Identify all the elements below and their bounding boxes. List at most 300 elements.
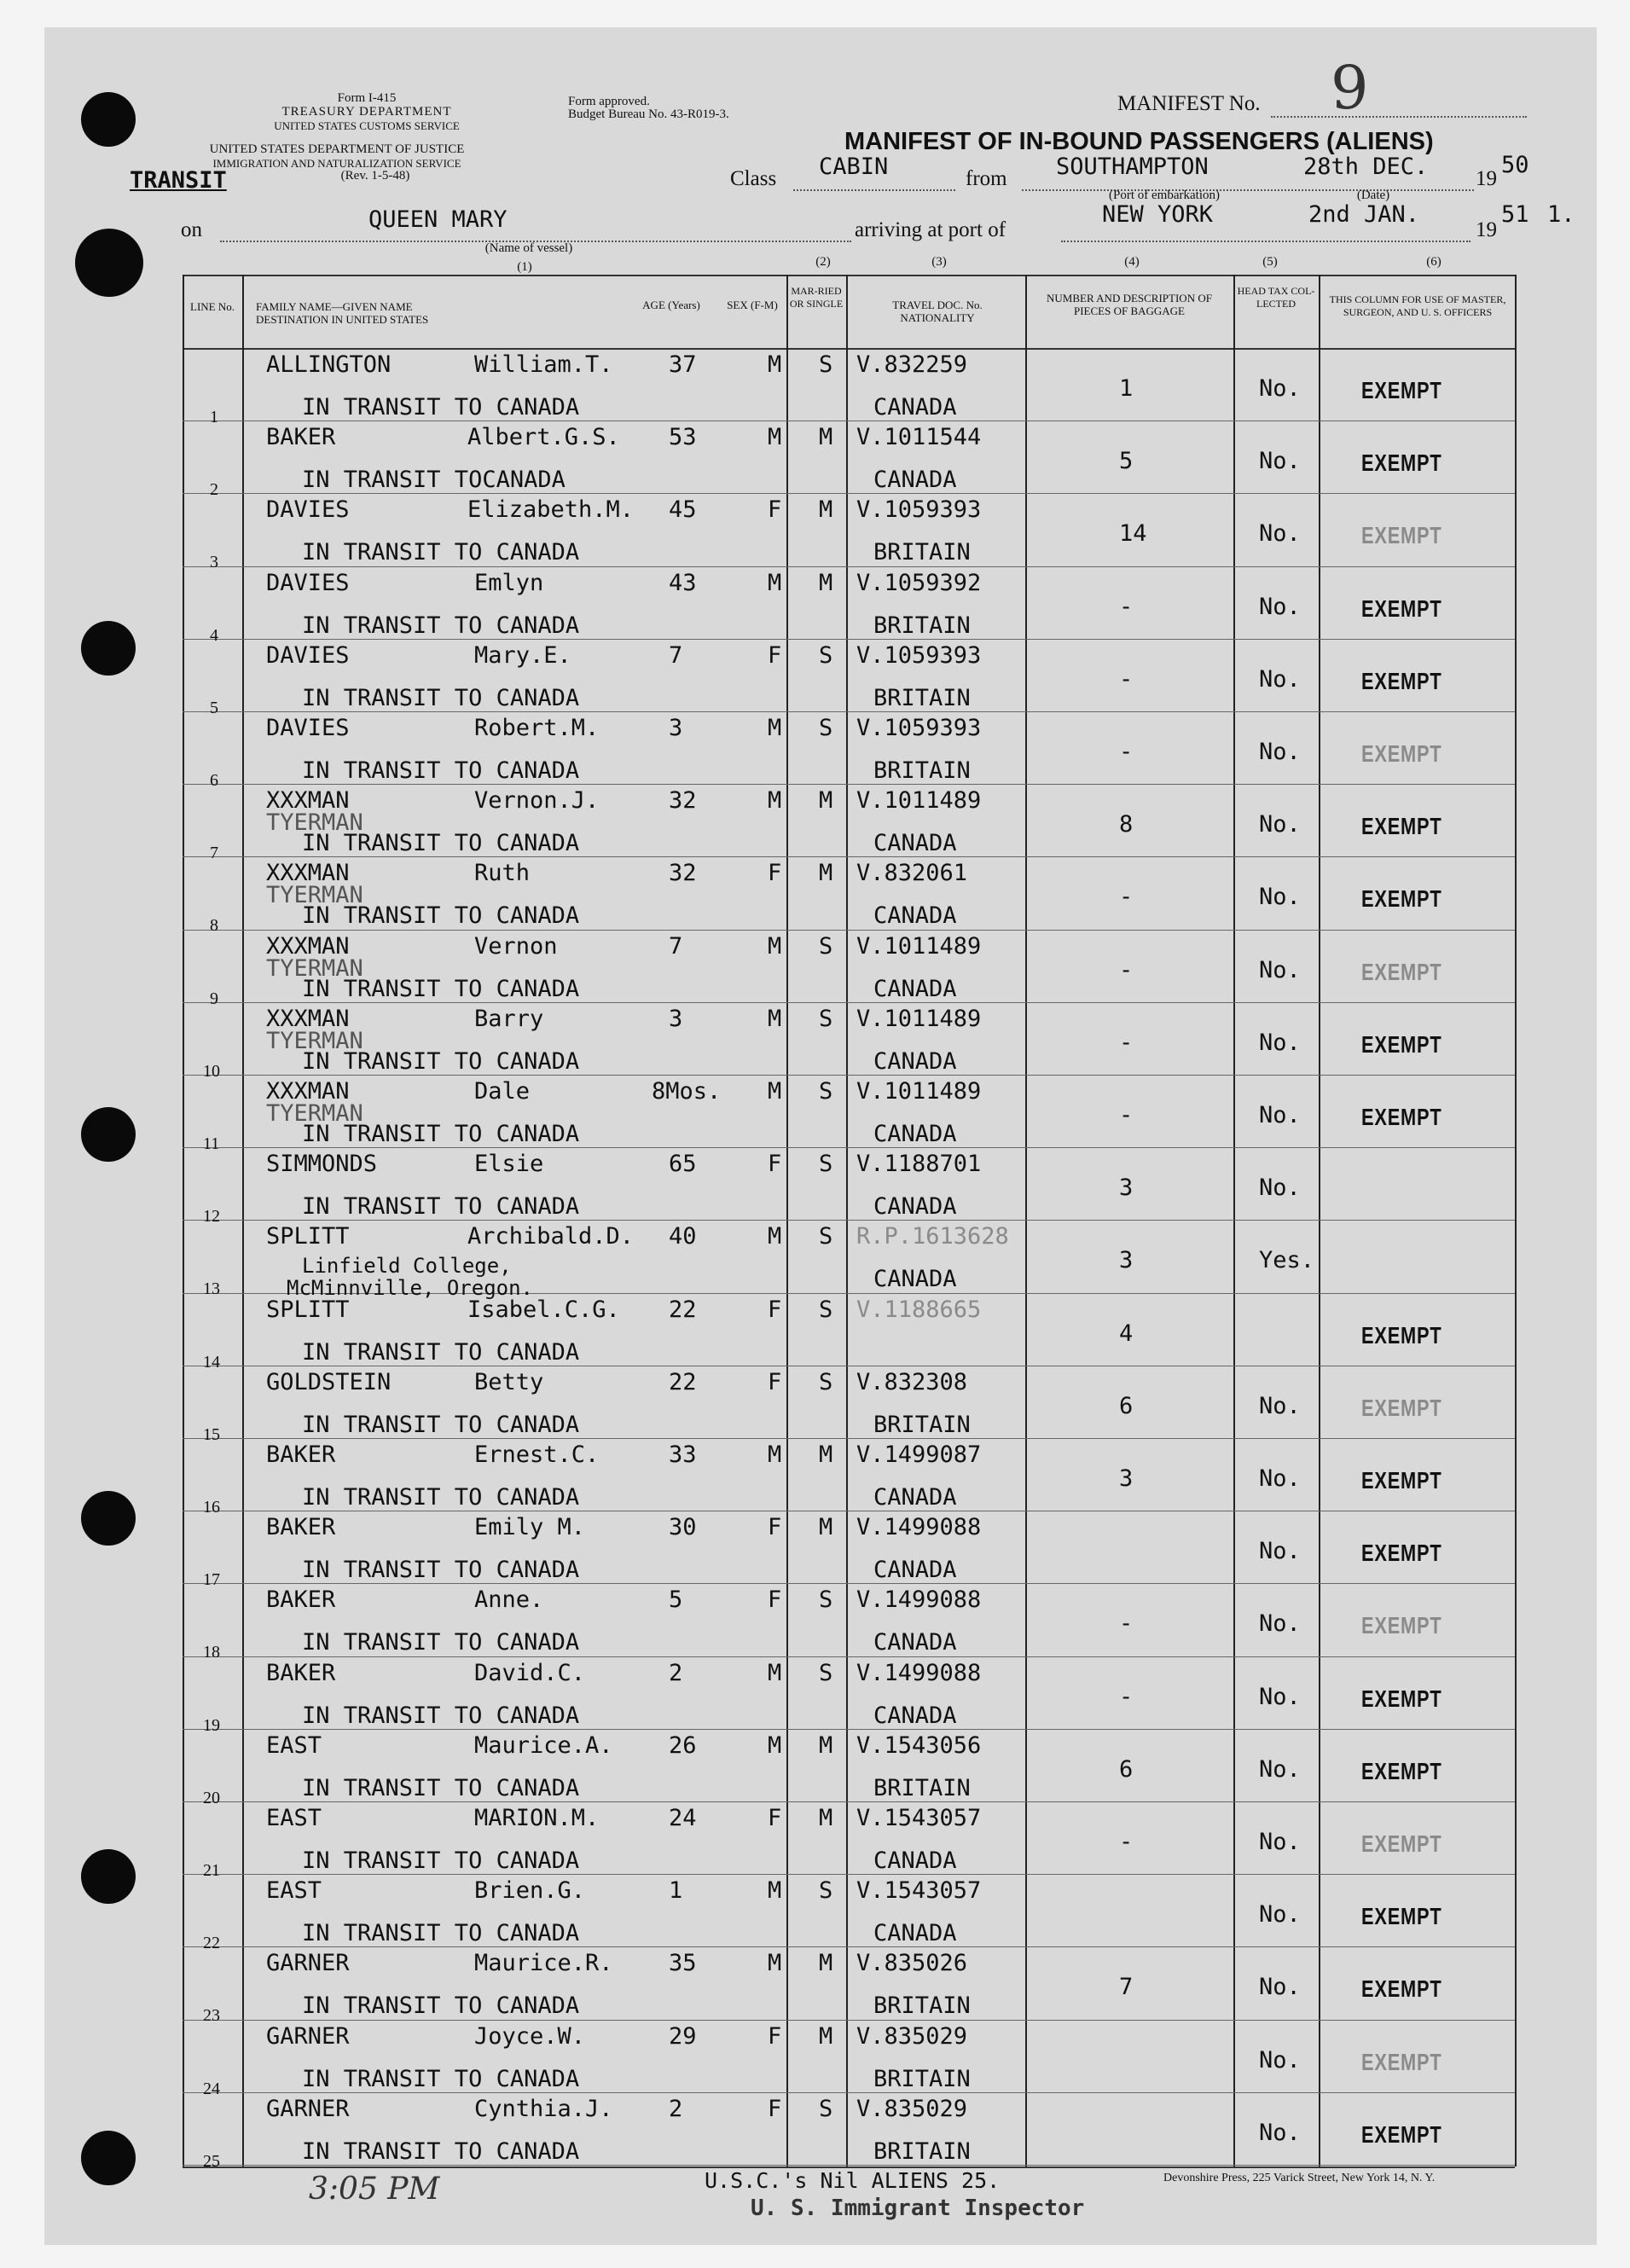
head-tax: No. (1259, 520, 1301, 547)
travel-doc-no: V.835029 (856, 2096, 968, 2122)
nationality: BRITAIN (873, 757, 971, 784)
family-name: DAVIES (266, 496, 350, 523)
row-separator (183, 566, 1515, 567)
row-separator (183, 1075, 1515, 1076)
sex: M (768, 424, 782, 450)
col-num-1: (1) (517, 260, 532, 274)
row-separator (183, 784, 1515, 785)
dept-justice: UNITED STATES DEPARTMENT OF JUSTICE (209, 142, 465, 156)
age: 22 (669, 1296, 697, 1323)
travel-doc-no: V.1059392 (856, 570, 982, 596)
sex: M (768, 1223, 782, 1250)
marital-status: S (819, 715, 833, 741)
sex: M (768, 933, 782, 960)
officer-stamp: EXEMPT (1361, 1395, 1442, 1421)
given-name: William.T. (474, 351, 613, 378)
destination: IN TRANSIT TO CANADA (302, 539, 580, 566)
family-name: EAST (266, 1877, 322, 1904)
nationality: CANADA (873, 1193, 957, 1220)
given-name: Ernest.C. (474, 1441, 600, 1468)
embark-port: SOUTHAMPTON (1056, 154, 1209, 180)
destination: IN TRANSIT TO CANADA (302, 2138, 580, 2165)
destination: IN TRANSIT TO CANADA (302, 830, 580, 856)
row-separator (183, 1946, 1515, 1947)
age: 7 (669, 933, 683, 960)
travel-doc-no: V.1499088 (856, 1660, 982, 1686)
officer-stamp: EXEMPT (1361, 813, 1442, 839)
surname-correction: TYERMAN (266, 809, 363, 836)
officer-stamp: EXEMPT (1361, 1612, 1442, 1639)
marital-status: M (819, 1514, 833, 1540)
family-name: XXXMAN (266, 787, 350, 814)
family-name: ALLINGTON (266, 351, 392, 378)
header-line-no: LINE No. (190, 300, 235, 313)
head-tax: No. (1259, 1393, 1301, 1419)
given-name: Cynthia.J. (474, 2096, 613, 2122)
family-name: BAKER (266, 1660, 336, 1686)
marital-status: S (819, 1151, 833, 1177)
nationality: CANADA (873, 1266, 957, 1292)
baggage-count: - (1119, 1829, 1134, 1855)
sex: F (768, 1296, 782, 1323)
travel-doc-no: V.1188701 (856, 1151, 982, 1177)
sex: M (768, 351, 782, 378)
col-num-2: (2) (815, 255, 831, 269)
age: 1 (669, 1877, 683, 1904)
officer-stamp: EXEMPT (1361, 595, 1442, 622)
officer-stamp: EXEMPT (1361, 885, 1442, 912)
col-num-5: (5) (1262, 255, 1278, 269)
form-revision: (Rev. 1-5-48) (340, 169, 410, 183)
family-name: BAKER (266, 1441, 336, 1468)
family-name: XXXMAN (266, 1078, 350, 1105)
nationality: CANADA (873, 902, 957, 929)
arrival-year-note: 1. (1547, 201, 1575, 228)
destination: IN TRANSIT TO CANADA (302, 1920, 580, 1946)
age: 24 (669, 1805, 697, 1831)
arrival-date: 2nd JAN. (1308, 201, 1420, 228)
header-age: AGE (Years) (642, 299, 700, 311)
nationality: CANADA (873, 830, 957, 856)
given-name: Vernon.J. (474, 787, 600, 814)
marital-status: M (819, 787, 833, 814)
head-tax: No. (1259, 448, 1301, 474)
header-sex: SEX (F-M) (727, 299, 778, 311)
baggage-count: 3 (1119, 1465, 1134, 1492)
nationality: CANADA (873, 1121, 957, 1147)
given-name: David.C. (474, 1660, 586, 1686)
age: 35 (669, 1950, 697, 1976)
age: 2 (669, 2096, 683, 2122)
line-number: 24 (203, 2079, 220, 2098)
given-name: Ruth (474, 860, 531, 886)
travel-doc-no: V.832259 (856, 351, 968, 378)
travel-doc-no: V.1499088 (856, 1586, 982, 1613)
destination: IN TRANSIT TO CANADA (302, 2066, 580, 2092)
manifest-title: MANIFEST OF IN-BOUND PASSENGERS (ALIENS) (844, 128, 1434, 155)
budget-bureau: Budget Bureau No. 43-R019-3. (568, 107, 729, 121)
header-officers: THIS COLUMN FOR USE OF MASTER, SURGEON, AND U. S. OFFICERS (1329, 293, 1506, 318)
age: 8Mos. (652, 1078, 722, 1105)
marital-status: S (819, 2096, 833, 2122)
header-married: MAR-RIED OR SINGLE (789, 285, 844, 310)
baggage-count: 14 (1119, 520, 1147, 547)
given-name: Emily M. (474, 1514, 586, 1540)
age: 65 (669, 1151, 697, 1177)
sex: M (768, 1006, 782, 1032)
travel-doc-no: V.1011489 (856, 787, 982, 814)
marital-status: S (819, 642, 833, 669)
nationality: CANADA (873, 394, 957, 421)
travel-doc-no: V.1059393 (856, 642, 982, 669)
destination: IN TRANSIT TO CANADA (302, 1629, 580, 1656)
nationality: BRITAIN (873, 1775, 971, 1801)
sex: F (768, 496, 782, 523)
punch-hole (81, 1107, 136, 1162)
destination-line2: McMinnville, Oregon. (287, 1276, 533, 1300)
officer-stamp: EXEMPT (1361, 1975, 1442, 2002)
line-number: 6 (210, 771, 218, 790)
marital-status: S (819, 1369, 833, 1395)
line-number: 15 (203, 1425, 220, 1444)
travel-doc-no: V.832308 (856, 1369, 968, 1395)
arriving-label: arriving at port of (855, 218, 1006, 241)
destination: Linfield College, (302, 1254, 512, 1278)
travel-doc-no: V.1059393 (856, 715, 982, 741)
sex: M (768, 1660, 782, 1686)
nationality: CANADA (873, 1702, 957, 1729)
destination: IN TRANSIT TO CANADA (302, 1121, 580, 1147)
travel-doc-no: V.1188665 (856, 1296, 982, 1323)
officer-stamp: EXEMPT (1361, 522, 1442, 548)
given-name: Isabel.C.G. (467, 1296, 620, 1323)
surname-correction: TYERMAN (266, 1028, 363, 1054)
travel-doc-no: V.1543057 (856, 1877, 982, 1904)
travel-doc-no: V.1543057 (856, 1805, 982, 1831)
line-number: 16 (203, 1498, 220, 1517)
row-separator (183, 711, 1515, 712)
marital-status: M (819, 2023, 833, 2050)
marital-status: S (819, 351, 833, 378)
row-separator (183, 2165, 1515, 2166)
embark-note: (Port of embarkation) (1109, 189, 1220, 202)
given-name: Maurice.R. (474, 1950, 613, 1976)
head-tax: No. (1259, 1610, 1301, 1637)
transit-label: TRANSIT (130, 167, 227, 194)
line-number: 9 (210, 989, 218, 1008)
age: 22 (669, 1369, 697, 1395)
uscs-summary: U.S.C.'s Nil ALIENS 25. (705, 2168, 1001, 2193)
line-number: 12 (203, 1207, 220, 1226)
sex: M (768, 1078, 782, 1105)
marital-status: S (819, 1296, 833, 1323)
line-number: 17 (203, 1570, 220, 1589)
given-name: Vernon (474, 933, 558, 960)
form-approved: Form approved. (568, 95, 650, 108)
row-separator (183, 1220, 1515, 1221)
head-tax: No. (1259, 1465, 1301, 1492)
age: 5 (669, 1586, 683, 1613)
family-name: BAKER (266, 424, 336, 450)
travel-doc-no: V.1011489 (856, 1006, 982, 1032)
officer-stamp: EXEMPT (1361, 1031, 1442, 1058)
given-name: Brien.G. (474, 1877, 586, 1904)
family-name: XXXMAN (266, 933, 350, 960)
marital-status: S (819, 933, 833, 960)
officer-stamp: EXEMPT (1361, 1322, 1442, 1349)
officer-stamp: EXEMPT (1361, 2049, 1442, 2075)
travel-doc-no: R.P.1613628 (856, 1223, 1009, 1250)
sex: M (768, 1732, 782, 1759)
marital-status: M (819, 496, 833, 523)
nationality: CANADA (873, 1629, 957, 1656)
head-tax: No. (1259, 1901, 1301, 1928)
officer-stamp: EXEMPT (1361, 1540, 1442, 1566)
header-name: FAMILY NAME—GIVEN NAME DESTINATION IN UNITED STATES (256, 300, 429, 326)
family-name: GARNER (266, 2023, 350, 2050)
header-baggage: NUMBER AND DESCRIPTION OF PIECES OF BAGGAGE (1047, 292, 1212, 317)
family-name: SPLITT (266, 1223, 350, 1250)
form-number: Form I-415 (337, 91, 397, 105)
family-name: GARNER (266, 2096, 350, 2122)
sex: F (768, 1369, 782, 1395)
vessel-note: (Name of vessel) (484, 241, 573, 255)
vessel-name: QUEEN MARY (368, 206, 508, 233)
punch-hole (81, 1491, 136, 1546)
head-tax: No. (1259, 1538, 1301, 1564)
baggage-count: - (1119, 957, 1134, 983)
marital-status: S (819, 1660, 833, 1686)
officer-stamp: EXEMPT (1361, 959, 1442, 985)
given-name: Elsie (474, 1151, 544, 1177)
family-name: GARNER (266, 1950, 350, 1976)
family-name: SPLITT (266, 1296, 350, 1323)
sex: M (768, 787, 782, 814)
family-name: SIMMONDS (266, 1151, 378, 1177)
nationality: BRITAIN (873, 612, 971, 639)
sex: F (768, 1514, 782, 1540)
family-name: DAVIES (266, 715, 350, 741)
baggage-count: - (1119, 1610, 1134, 1637)
age: 7 (669, 642, 683, 669)
sex: F (768, 2023, 782, 2050)
row-separator (183, 493, 1515, 494)
line-number: 3 (210, 553, 218, 571)
col-num-4: (4) (1124, 255, 1140, 269)
line-number: 25 (203, 2152, 220, 2171)
row-separator (183, 1656, 1515, 1657)
head-tax: No. (1259, 1030, 1301, 1056)
destination: IN TRANSIT TO CANADA (302, 1847, 580, 1874)
marital-status: M (819, 1732, 833, 1759)
age: 29 (669, 2023, 697, 2050)
given-name: Barry (474, 1006, 544, 1032)
given-name: Dale (474, 1078, 531, 1105)
destination: IN TRANSIT TO CANADA (302, 1992, 580, 2019)
head-tax: No. (1259, 811, 1301, 838)
destination: IN TRANSIT TOCANADA (302, 467, 566, 493)
col-num-6: (6) (1426, 255, 1441, 269)
officer-stamp: EXEMPT (1361, 450, 1442, 476)
officer-stamp: EXEMPT (1361, 1830, 1442, 1857)
embark-date: 28th DEC. (1303, 154, 1429, 180)
family-name: EAST (266, 1805, 322, 1831)
destination: IN TRANSIT TO CANADA (302, 1484, 580, 1511)
head-tax: No. (1259, 375, 1301, 402)
nationality: CANADA (873, 1847, 957, 1874)
destination: IN TRANSIT TO CANADA (302, 1412, 580, 1438)
given-name: Robert.M. (474, 715, 600, 741)
sex: F (768, 2096, 782, 2122)
line-number: 2 (210, 480, 218, 499)
officer-stamp: EXEMPT (1361, 1467, 1442, 1494)
head-tax: No. (1259, 666, 1301, 693)
officer-stamp: EXEMPT (1361, 377, 1442, 403)
age: 32 (669, 860, 697, 886)
surname-correction: TYERMAN (266, 1100, 363, 1127)
from-label: from (966, 167, 1007, 190)
row-separator (183, 2020, 1515, 2021)
nationality: CANADA (873, 1920, 957, 1946)
officer-stamp: EXEMPT (1361, 740, 1442, 767)
baggage-count: 6 (1119, 1756, 1134, 1783)
officer-stamp: EXEMPT (1361, 2121, 1442, 2148)
travel-doc-no: V.1499087 (856, 1441, 982, 1468)
marital-status: S (819, 1586, 833, 1613)
age: 3 (669, 715, 683, 741)
line-number: 7 (210, 844, 218, 862)
marital-status: M (819, 424, 833, 450)
family-name: GOLDSTEIN (266, 1369, 392, 1395)
given-name: Albert.G.S. (467, 424, 620, 450)
line-number: 20 (203, 1789, 220, 1807)
marital-status: S (819, 1223, 833, 1250)
travel-doc-no: V.1011489 (856, 933, 982, 960)
marital-status: M (819, 1441, 833, 1468)
destination: IN TRANSIT TO CANADA (302, 757, 580, 784)
punch-hole (81, 2131, 136, 2185)
line-number: 22 (203, 1934, 220, 1952)
col-num-3: (3) (931, 255, 947, 269)
row-separator (183, 930, 1515, 931)
baggage-count: - (1119, 884, 1134, 910)
marital-status: M (819, 1805, 833, 1831)
marital-status: S (819, 1006, 833, 1032)
nationality: CANADA (873, 1048, 957, 1075)
date-note: (Date) (1356, 189, 1390, 202)
travel-doc-no: V.835029 (856, 2023, 968, 2050)
destination: IN TRANSIT TO CANADA (302, 394, 580, 421)
marital-status: M (819, 860, 833, 886)
arrival-year: 51 (1501, 201, 1529, 228)
punch-hole (81, 621, 136, 676)
line-number: 4 (210, 626, 218, 645)
class-label: Class (730, 167, 777, 190)
destination: IN TRANSIT TO CANADA (302, 1557, 580, 1583)
travel-doc-no: V.1543056 (856, 1732, 982, 1759)
marital-status: M (819, 570, 833, 596)
given-name: Mary.E. (474, 642, 571, 669)
manifest-label: MANIFEST No. (1117, 92, 1261, 115)
punch-hole (81, 1849, 136, 1904)
sex: M (768, 570, 782, 596)
line-number: 11 (203, 1134, 220, 1153)
sex: F (768, 860, 782, 886)
nationality: BRITAIN (873, 539, 971, 566)
head-tax: No. (1259, 957, 1301, 983)
head-tax: No. (1259, 1102, 1301, 1128)
baggage-count: - (1119, 1684, 1134, 1710)
age: 2 (669, 1660, 683, 1686)
row-separator (183, 1438, 1515, 1439)
baggage-count: - (1119, 1102, 1134, 1128)
dept-immigration: IMMIGRATION AND NATURALIZATION SERVICE (212, 157, 461, 170)
travel-doc-no: V.1011489 (856, 1078, 982, 1105)
sex: M (768, 1950, 782, 1976)
given-name: Emlyn (474, 570, 544, 596)
age: 3 (669, 1006, 683, 1032)
travel-doc-no: V.835026 (856, 1950, 968, 1976)
family-name: BAKER (266, 1514, 336, 1540)
row-separator (183, 1583, 1515, 1584)
sex: F (768, 1805, 782, 1831)
header-head-tax: HEAD TAX COL-LECTED (1237, 285, 1315, 310)
baggage-count: 3 (1119, 1247, 1134, 1273)
destination: IN TRANSIT TO CANADA (302, 1048, 580, 1075)
given-name: Joyce.W. (474, 2023, 586, 2050)
sex: M (768, 1877, 782, 1904)
nationality: BRITAIN (873, 2066, 971, 2092)
given-name: Maurice.A. (474, 1732, 613, 1759)
officer-stamp: EXEMPT (1361, 1903, 1442, 1929)
travel-doc-no: V.1059393 (856, 496, 982, 523)
row-separator (183, 1801, 1515, 1802)
baggage-count: - (1119, 1030, 1134, 1056)
age: 33 (669, 1441, 697, 1468)
head-tax: No. (1259, 2047, 1301, 2074)
given-name: Betty (474, 1369, 544, 1395)
baggage-count: 7 (1119, 1974, 1134, 2000)
family-name: XXXMAN (266, 1006, 350, 1032)
punch-hole (81, 92, 136, 147)
sex: F (768, 1151, 782, 1177)
given-name: MARION.M. (474, 1805, 600, 1831)
line-number: 5 (210, 699, 218, 717)
travel-doc-no: V.1011544 (856, 424, 982, 450)
nationality: BRITAIN (873, 1992, 971, 2019)
family-name: XXXMAN (266, 860, 350, 886)
baggage-count: 1 (1119, 375, 1134, 402)
destination: IN TRANSIT TO CANADA (302, 1775, 580, 1801)
baggage-count: - (1119, 594, 1134, 620)
nationality: BRITAIN (873, 2138, 971, 2165)
surname-correction: TYERMAN (266, 882, 363, 908)
age: 40 (669, 1223, 697, 1250)
age: 37 (669, 351, 697, 378)
nationality: CANADA (873, 976, 957, 1002)
dept-treasury: TREASURY DEPARTMENT (281, 105, 452, 119)
head-tax: Yes. (1259, 1247, 1315, 1273)
row-separator (183, 856, 1515, 857)
age: 26 (669, 1732, 697, 1759)
destination: IN TRANSIT TO CANADA (302, 685, 580, 711)
age: 32 (669, 787, 697, 814)
family-name: DAVIES (266, 570, 350, 596)
age: 43 (669, 570, 697, 596)
head-tax: No. (1259, 1175, 1301, 1201)
nationality: BRITAIN (873, 1412, 971, 1438)
nationality: CANADA (873, 1484, 957, 1511)
